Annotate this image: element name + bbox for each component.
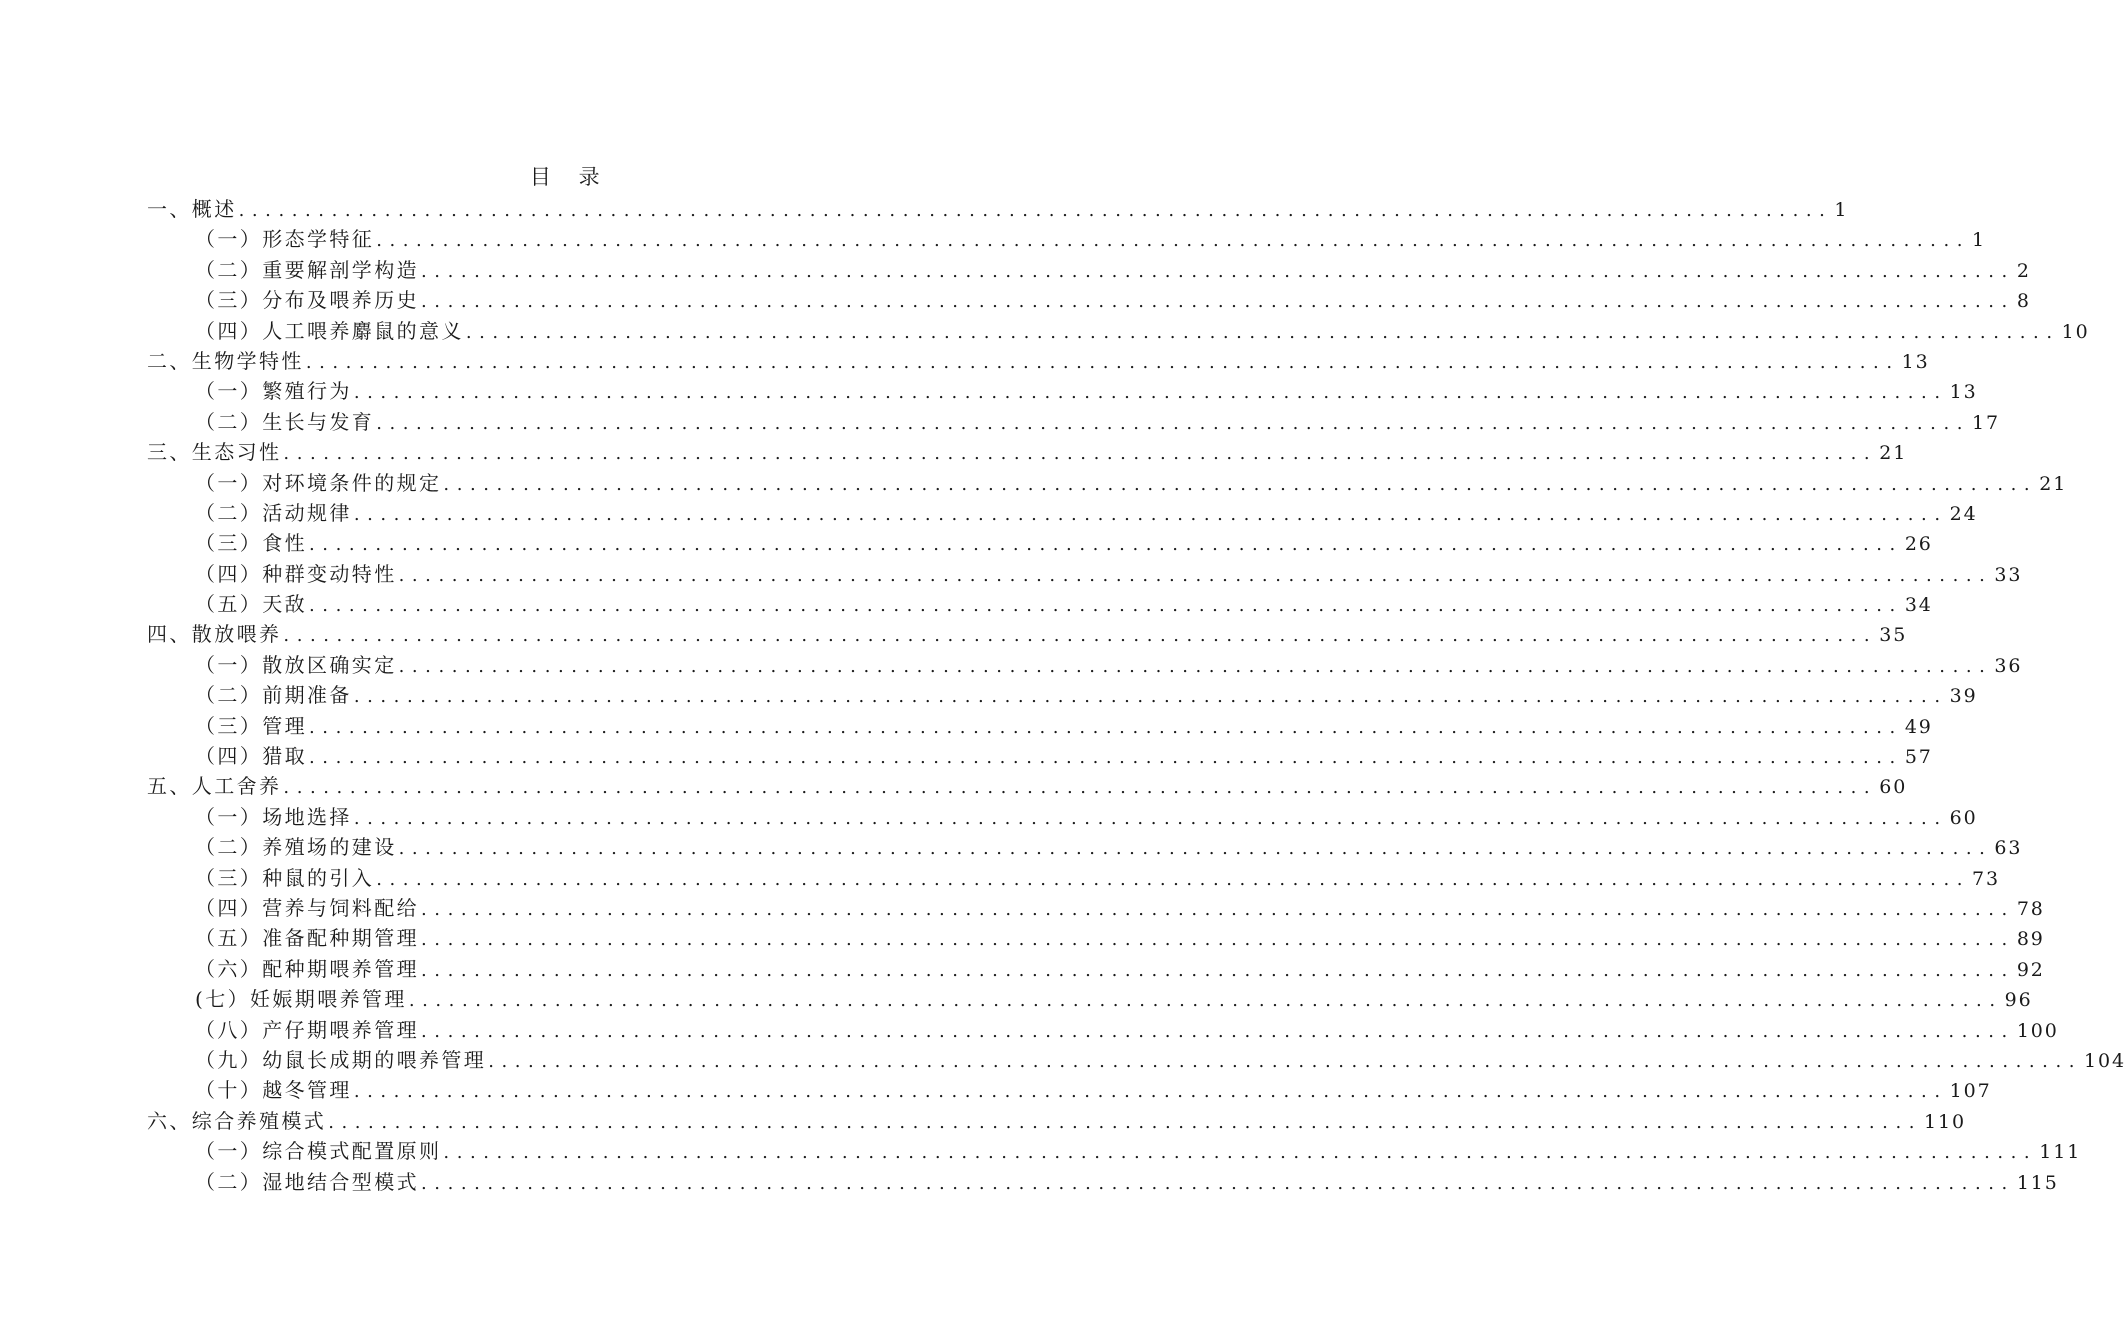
toc-section-entry xyxy=(147,863,2000,893)
toc-entry-label: （五）准备配种期管理 xyxy=(195,926,419,951)
toc-entry-page-number: 60 xyxy=(1949,806,1978,829)
toc-dot-leader: ........................................................................................................................ xyxy=(398,838,1993,860)
toc-entry-page-number: 110 xyxy=(1924,1110,1966,1133)
toc-entry-label: （九）幼鼠长成期的喂养管理 xyxy=(195,1047,487,1072)
toc-entry-label: （一）繁殖行为 xyxy=(195,379,352,404)
toc-dot-leader: ........................................................................................................................ xyxy=(398,564,1993,586)
toc-entry-label: 三、生态习性 xyxy=(147,440,282,465)
toc-dot-leader: ........................................................................................................................ xyxy=(353,503,1948,525)
toc-entry-label: （五）天敌 xyxy=(195,592,307,617)
toc-entry-label: 一、概述 xyxy=(147,197,237,221)
toc-entry-label: （一）综合模式配置原则 xyxy=(195,1139,442,1164)
toc-entry-page-number: 92 xyxy=(2016,958,2045,981)
toc-entry-label: （四）营养与饲料配给 xyxy=(195,895,419,920)
toc-chapter-entry xyxy=(147,1106,1966,1136)
toc-dot-leader: ........................................................................................................................ xyxy=(376,412,1971,434)
toc-entry-page-number: 49 xyxy=(1904,715,1933,738)
toc-entry-page-number: 24 xyxy=(1949,502,1978,525)
toc-entry-page-number: 100 xyxy=(2016,1019,2059,1042)
toc-list xyxy=(147,194,2126,1197)
toc-entry-label: 二、生物学特性 xyxy=(147,348,304,373)
toc-entry-page-number: 13 xyxy=(1901,350,1930,373)
toc-entry-label: （二）前期准备 xyxy=(195,683,352,708)
toc-entry-label: （二）养殖场的建设 xyxy=(195,835,397,860)
toc-entry-label: （三）管理 xyxy=(195,713,307,738)
toc-section-entry xyxy=(147,923,2045,953)
toc-dot-leader: ........................................................................................................................ xyxy=(353,807,1948,829)
toc-dot-leader: ........................................................................................................................ xyxy=(465,321,2060,343)
toc-dot-leader: ........................................................................................................................ xyxy=(238,200,1833,221)
toc-entry-label: （三）分布及喂养历史 xyxy=(195,288,419,313)
toc-entry-label: （六）配种期喂养管理 xyxy=(195,956,419,981)
toc-entry-page-number: 35 xyxy=(1879,624,1908,647)
toc-entry-page-number: 57 xyxy=(1904,746,1933,769)
toc-section-entry xyxy=(147,1015,2059,1045)
toc-entry-page-number: 2 xyxy=(2016,259,2031,282)
toc-section-entry xyxy=(147,1075,1992,1105)
toc-dot-leader: ........................................................................................................................ xyxy=(309,747,1903,769)
toc-entry-label: （一）形态学特征 xyxy=(195,227,375,252)
toc-entry-page-number: 39 xyxy=(1949,685,1978,708)
toc-entry-page-number: 36 xyxy=(1994,654,2023,677)
toc-dot-leader: ........................................................................................................................ xyxy=(421,1020,2015,1042)
toc-section-entry xyxy=(147,1167,2059,1197)
toc-section-entry xyxy=(147,589,1933,619)
toc-dot-leader: ........................................................................................................................ xyxy=(309,716,1903,738)
toc-title: 目 录 xyxy=(529,165,611,189)
toc-entry-label: （一）场地选择 xyxy=(195,804,352,829)
toc-entry-label: （十）越冬管理 xyxy=(195,1078,352,1103)
toc-section-entry xyxy=(147,711,1933,741)
toc-entry-label: （三）食性 xyxy=(195,531,307,556)
toc-dot-leader: ........................................................................................................................ xyxy=(488,1050,2083,1072)
toc-section-entry xyxy=(147,954,2045,984)
toc-entry-label: 六、综合养殖模式 xyxy=(147,1108,327,1133)
toc-entry-label: （四）人工喂养麝鼠的意义 xyxy=(195,318,464,343)
toc-dot-leader: ........................................................................................................................ xyxy=(353,382,1948,404)
toc-dot-leader: ........................................................................................................................ xyxy=(421,260,2015,282)
toc-chapter-entry xyxy=(147,346,1930,376)
toc-section-entry xyxy=(147,650,2023,680)
toc-dot-leader: ........................................................................................................................ xyxy=(353,1081,1948,1103)
toc-entry-label: （四）种群变动特性 xyxy=(195,561,397,586)
toc-dot-leader: ........................................................................................................................ xyxy=(353,686,1948,708)
toc-entry-page-number: 17 xyxy=(1972,411,2000,434)
toc-dot-leader: ........................................................................................................................ xyxy=(283,443,1878,465)
toc-entry-page-number: 63 xyxy=(1994,837,2023,860)
toc-entry-page-number: 107 xyxy=(1949,1080,1992,1103)
toc-entry-label: （八）产仔期喂养管理 xyxy=(195,1017,419,1042)
toc-entry-label: （二）生长与发育 xyxy=(195,409,375,434)
toc-dot-leader: ........................................................................................................................ xyxy=(408,990,2003,1012)
toc-entry-page-number: 115 xyxy=(2016,1171,2059,1194)
toc-dot-leader: ........................................................................................................................ xyxy=(305,351,1900,373)
toc-section-entry xyxy=(147,802,1978,832)
toc-section-entry xyxy=(147,1045,2126,1075)
toc-dot-leader: ........................................................................................................................ xyxy=(421,898,2015,920)
toc-chapter-entry xyxy=(147,619,1908,649)
toc-section-entry xyxy=(147,1136,2082,1166)
toc-entry-page-number: 1 xyxy=(1972,229,1987,252)
toc-entry-label: （二）活动规律 xyxy=(195,500,352,525)
toc-section-entry xyxy=(147,832,2023,862)
toc-entry-label: 五、人工舍养 xyxy=(147,774,282,799)
toc-section-entry xyxy=(147,741,1933,771)
toc-entry-page-number: 104 xyxy=(2084,1049,2126,1072)
toc-entry-page-number: 96 xyxy=(2004,989,2033,1012)
toc-entry-page-number: 8 xyxy=(2016,290,2031,313)
toc-dot-leader: ........................................................................................................................ xyxy=(421,1172,2015,1194)
toc-section-entry xyxy=(147,984,2033,1014)
toc-dot-leader: ........................................................................................................................ xyxy=(309,534,1903,556)
toc-entry-page-number: 78 xyxy=(2016,897,2045,920)
toc-entry-page-number: 111 xyxy=(2039,1141,2082,1164)
toc-entry-label: (七）妊娠期喂养管理 xyxy=(195,987,407,1012)
toc-dot-leader: ........................................................................................................................ xyxy=(309,595,1903,617)
toc-entry-page-number: 89 xyxy=(2016,928,2045,951)
toc-entry-label: 四、散放喂养 xyxy=(147,622,282,647)
toc-entry-label: （一）对环境条件的规定 xyxy=(195,470,442,495)
toc-entry-label: （三）种鼠的引入 xyxy=(195,865,375,890)
toc-section-entry xyxy=(147,559,2023,589)
toc-entry-page-number: 1 xyxy=(1834,199,1849,221)
toc-dot-leader: ........................................................................................................................ xyxy=(421,959,2015,981)
toc-section-entry xyxy=(147,680,1978,710)
toc-entry-page-number: 21 xyxy=(2039,472,2068,495)
toc-entry-page-number: 10 xyxy=(2061,320,2090,343)
toc-dot-leader: ........................................................................................................................ xyxy=(443,473,2038,495)
toc-dot-leader: ........................................................................................................................ xyxy=(398,655,1993,677)
toc-entry-label: （二）重要解剖学构造 xyxy=(195,257,419,282)
toc-section-entry xyxy=(147,285,2031,315)
toc-entry-label: （一）散放区确实定 xyxy=(195,652,397,677)
toc-section-entry xyxy=(147,498,1978,528)
toc-entry-label: （二）湿地结合型模式 xyxy=(195,1169,419,1194)
toc-entry-page-number: 13 xyxy=(1949,381,1978,404)
toc-dot-leader: ........................................................................................................................ xyxy=(421,929,2015,951)
toc-dot-leader: ........................................................................................................................ xyxy=(376,868,1971,890)
toc-dot-leader: ........................................................................................................................ xyxy=(328,1111,1923,1133)
toc-section-entry xyxy=(147,893,2045,923)
toc-section-entry xyxy=(147,316,2090,346)
toc-section-entry xyxy=(147,224,1987,254)
toc-section-entry xyxy=(147,255,2031,285)
toc-entry-page-number: 21 xyxy=(1879,442,1908,465)
toc-entry-label: （四）猎取 xyxy=(195,744,307,769)
toc-chapter-entry xyxy=(147,771,1908,801)
toc-section-entry xyxy=(147,468,2068,498)
toc-section-entry xyxy=(147,528,1933,558)
toc-chapter-entry xyxy=(147,194,1849,224)
toc-dot-leader: ........................................................................................................................ xyxy=(283,625,1878,647)
toc-entry-page-number: 26 xyxy=(1904,533,1933,556)
toc-entry-page-number: 34 xyxy=(1904,594,1933,617)
toc-dot-leader: ........................................................................................................................ xyxy=(443,1142,2038,1164)
toc-dot-leader: ........................................................................................................................ xyxy=(421,291,2015,313)
toc-entry-page-number: 33 xyxy=(1994,563,2023,586)
toc-entry-page-number: 60 xyxy=(1879,776,1908,799)
toc-section-entry xyxy=(147,407,2000,437)
toc-dot-leader: ........................................................................................................................ xyxy=(283,777,1878,799)
toc-chapter-entry xyxy=(147,437,1908,467)
toc-section-entry xyxy=(147,376,1978,406)
toc-entry-page-number: 73 xyxy=(1972,867,2000,890)
toc-dot-leader: ........................................................................................................................ xyxy=(376,230,1971,252)
